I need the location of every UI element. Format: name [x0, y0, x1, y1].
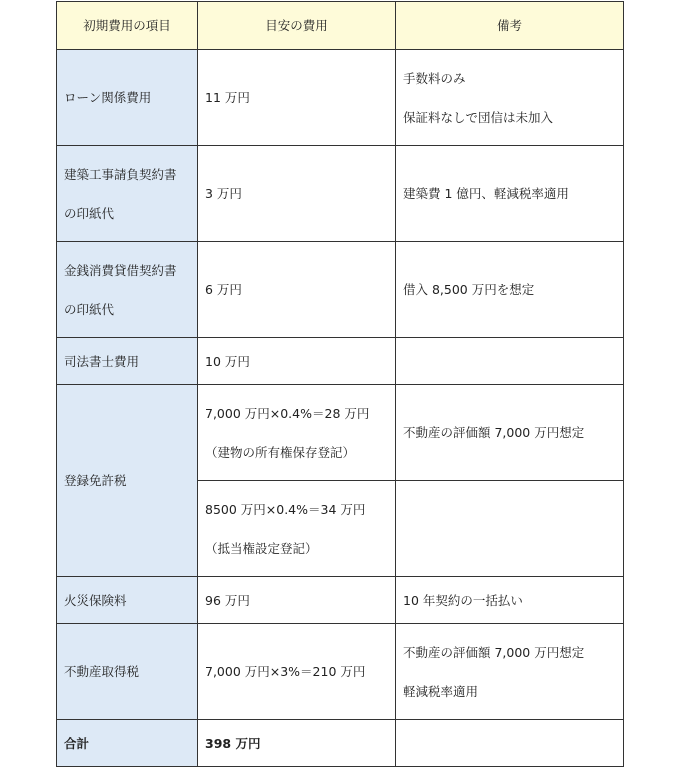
row-note-registration-building: 不動産の評価額 7,000 万円想定 [396, 385, 624, 481]
label-line: の印紙代 [64, 301, 115, 317]
row-note-loan [396, 50, 624, 146]
table-row-total [57, 720, 624, 767]
row-label-loan: ローン関係費用 [57, 50, 198, 146]
table-row [57, 577, 624, 624]
row-label-scrivener: 司法書士費用 [57, 338, 198, 385]
table-row [57, 385, 624, 481]
row-note-construction-stamp: 建築費 1 億円、軽減税率適用 [396, 146, 624, 242]
table-row [57, 242, 624, 338]
row-cost-registration-building [198, 385, 396, 481]
row-cost-loan-stamp: 6 万円 [198, 242, 396, 338]
spacer [403, 660, 616, 684]
row-note-total [396, 720, 624, 767]
cost-line: 8500 万円×0.4%＝34 万円 [205, 501, 366, 517]
label-line: 金銭消費貸借契約書 [64, 262, 177, 278]
note-line: 不動産の評価額 7,000 万円想定 [403, 644, 585, 660]
header-cost: 目安の費用 [198, 2, 396, 50]
row-label-loan-stamp [57, 242, 198, 338]
table-row [57, 338, 624, 385]
row-cost-acquisition-tax: 7,000 万円×3%＝210 万円 [198, 624, 396, 720]
row-label-fire-insurance: 火災保険料 [57, 577, 198, 624]
cost-line: 7,000 万円×0.4%＝28 万円 [205, 405, 370, 421]
note-line: 保証料なしで団信は未加入 [403, 109, 554, 125]
row-cost-fire-insurance: 96 万円 [198, 577, 396, 624]
initial-cost-table [56, 1, 624, 767]
spacer [64, 278, 190, 302]
table-row [57, 146, 624, 242]
spacer [403, 86, 616, 110]
row-label-total: 合計 [57, 720, 198, 767]
row-cost-construction-stamp: 3 万円 [198, 146, 396, 242]
row-note-fire-insurance: 10 年契約の一括払い [396, 577, 624, 624]
note-line: 軽減税率適用 [403, 683, 479, 699]
cost-line: （抵当権設定登記） [205, 540, 318, 556]
header-item: 初期費用の項目 [57, 2, 198, 50]
row-note-acquisition-tax [396, 624, 624, 720]
cost-line: （建物の所有権保存登記） [205, 444, 356, 460]
row-cost-registration-mortgage [198, 481, 396, 577]
table-row [57, 624, 624, 720]
row-label-registration: 登録免許税 [57, 385, 198, 577]
row-note-loan-stamp: 借入 8,500 万円を想定 [396, 242, 624, 338]
row-note-scrivener [396, 338, 624, 385]
header-note: 備考 [396, 2, 624, 50]
label-line: の印紙代 [64, 205, 115, 221]
row-cost-scrivener: 10 万円 [198, 338, 396, 385]
spacer [205, 421, 388, 445]
table-row [57, 50, 624, 146]
label-line: 建築工事請負契約書 [64, 166, 177, 182]
table-header-row [57, 2, 624, 50]
note-line: 手数料のみ [403, 70, 466, 86]
row-note-registration-mortgage [396, 481, 624, 577]
row-label-construction-stamp [57, 146, 198, 242]
row-cost-loan: 11 万円 [198, 50, 396, 146]
spacer [205, 517, 388, 541]
row-label-acquisition-tax: 不動産取得税 [57, 624, 198, 720]
spacer [64, 182, 190, 206]
row-cost-total: 398 万円 [198, 720, 396, 767]
